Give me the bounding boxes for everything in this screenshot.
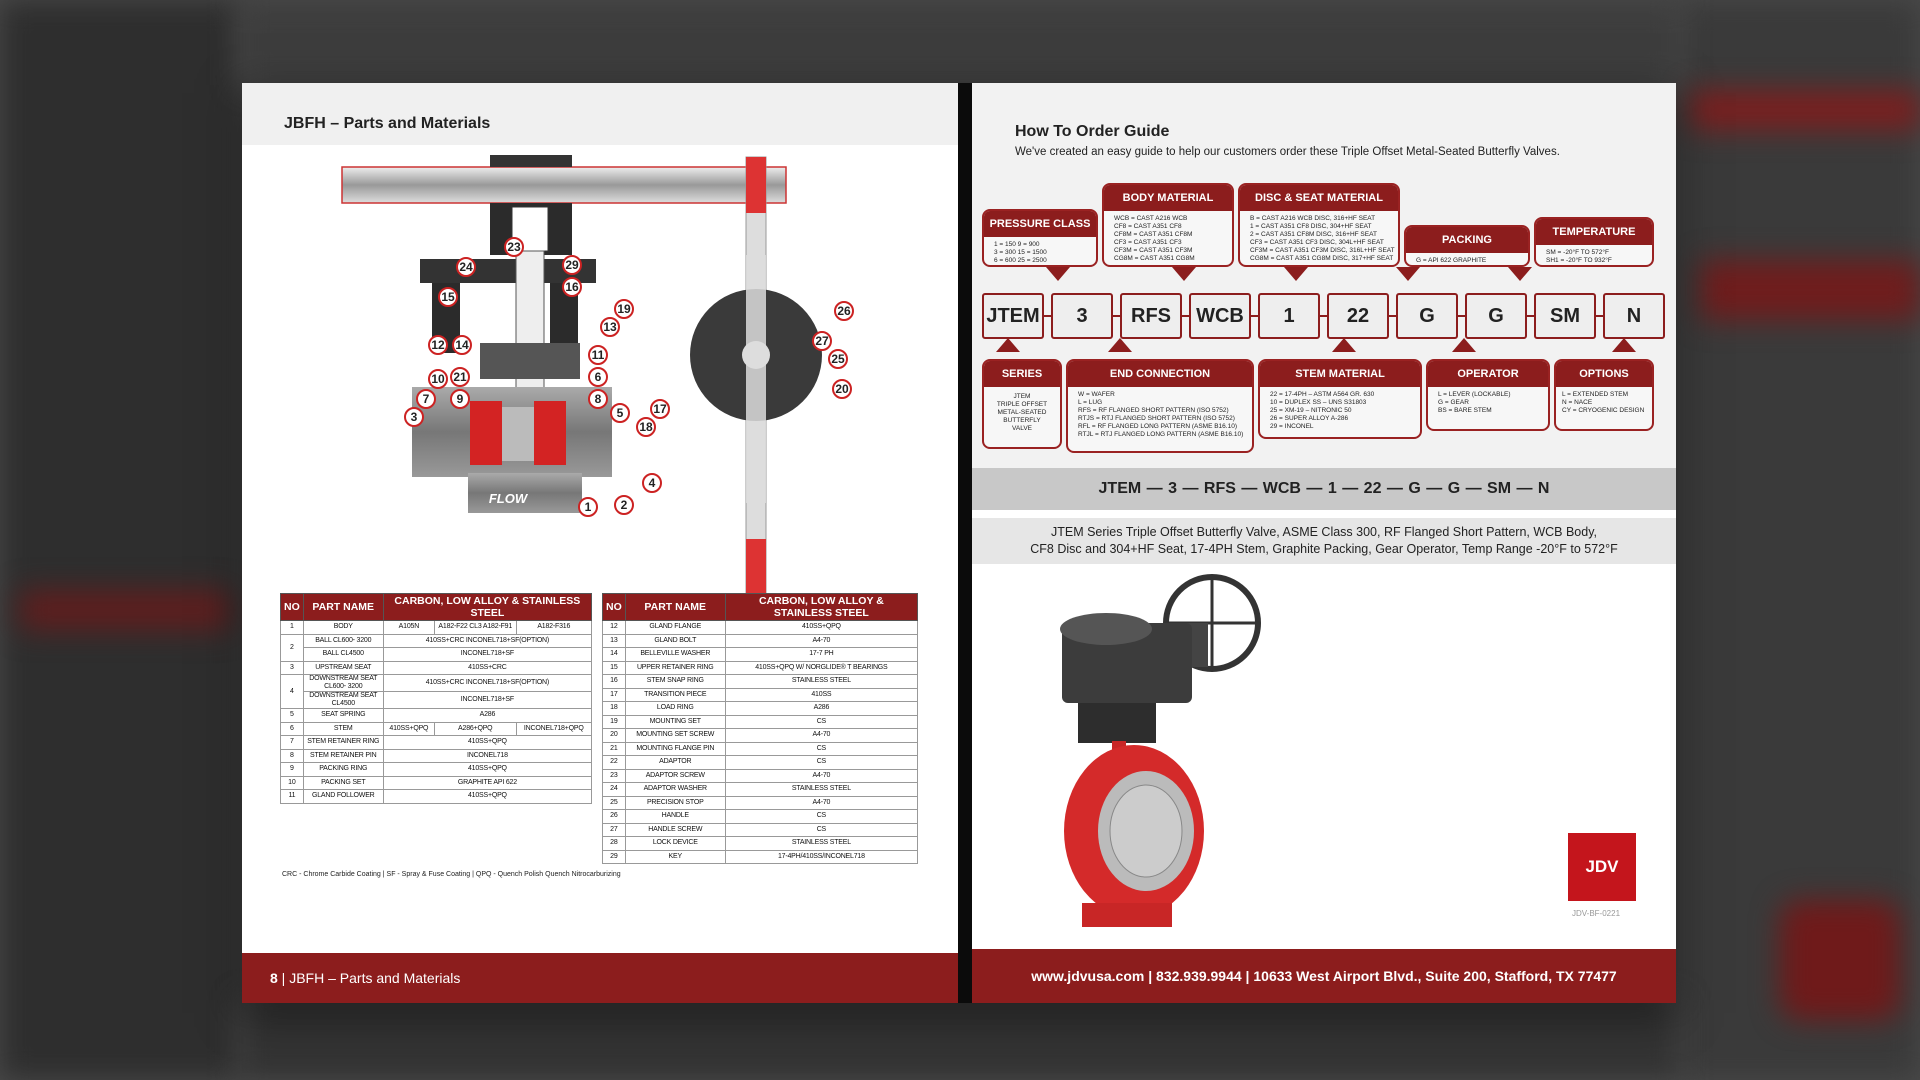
arrow-temp [1508, 267, 1532, 281]
col-material: CARBON, LOW ALLOY & STAINLESS STEEL [725, 594, 917, 621]
svg-text:4: 4 [648, 476, 656, 490]
col-no: NO [281, 594, 304, 621]
svg-text:7: 7 [422, 392, 430, 406]
table-row: 3 UPSTREAM SEAT 410SS+CRC [281, 661, 592, 675]
callout-15 [439, 288, 457, 306]
tab-options: OPTIONS L = EXTENDED STEM N = NACE CY = CRYOGENIC DESIGN [1554, 359, 1654, 431]
table-row: 22 ADAPTOR CS [603, 756, 918, 770]
code-box-9: N [1603, 293, 1665, 339]
callout-25 [829, 350, 847, 368]
contact-footer: www.jdvusa.com | 832.939.9944 | 10633 West Airport Blvd., Suite 200, Stafford, TX 77477 [972, 949, 1676, 1003]
col-part-name: PART NAME [625, 594, 725, 621]
parts-table-2 [602, 593, 918, 864]
callout-10 [429, 370, 447, 388]
callout-3 [405, 408, 423, 426]
arrow-end-connection [1108, 338, 1132, 352]
tab-series: SERIES JTEM TRIPLE OFFSET METAL-SEATED BUTTERFLY VALVE [982, 359, 1062, 449]
table-row: 9 PACKING RING 410SS+QPQ [281, 763, 592, 777]
callout-14 [453, 336, 471, 354]
tab-end-connection: END CONNECTION W = WAFER L = LUG RFS = RF FLANGED SHORT PATTERN (ISO 5752) RTJS = RTJ FLANGED SHORT PATTERN (ISO 5752) RFL = RF FLANGED LONG PATTERN (ASME B16.10) RTJL = RTJ FLANGED LONG PATTERN (ASME B16.10) [1066, 359, 1254, 453]
svg-text:26: 26 [837, 304, 851, 318]
col-part-name: PART NAME [303, 594, 383, 621]
svg-text:13: 13 [603, 320, 617, 334]
tab-operator: OPERATOR L = LEVER (LOCKABLE) G = GEAR BS = BARE STEM [1426, 359, 1550, 431]
svg-text:10: 10 [431, 372, 445, 386]
code-box-6: G [1396, 293, 1458, 339]
tab-temperature: TEMPERATURE SM = -20°F TO 572°F SH1 = -20°F TO 932°F [1534, 217, 1654, 267]
svg-text:12: 12 [431, 338, 445, 352]
code-box-8: SM [1534, 293, 1596, 339]
callout-1 [579, 498, 597, 516]
footer-title: JBFH – Parts and Materials [289, 970, 461, 986]
svg-text:8: 8 [594, 392, 602, 406]
tab-pressure-class: PRESSURE CLASS 1 = 150 9 = 900 3 = 300 15 = 1500 6 = 600 25 = 2500 [982, 209, 1098, 267]
code-box-1: 3 [1051, 293, 1113, 339]
svg-text:16: 16 [565, 280, 579, 294]
parts-table-1 [280, 593, 592, 804]
svg-text:29: 29 [565, 258, 579, 272]
callout-16 [563, 278, 581, 296]
table-row: 16 STEM SNAP RING STAINLESS STEEL [603, 675, 918, 689]
table-row: 18 LOAD RING A286 [603, 702, 918, 716]
callout-8 [589, 390, 607, 408]
svg-text:23: 23 [507, 240, 521, 254]
callout-9 [451, 390, 469, 408]
svg-text:17: 17 [653, 402, 667, 416]
callout-18 [637, 418, 655, 436]
left-page [242, 83, 958, 1003]
table-row: DOWNSTREAM SEAT CL4500 INCONEL718+SF [281, 692, 592, 709]
table-row: 5 SEAT SPRING A286 [281, 709, 592, 723]
butterfly-valve-image [1042, 563, 1282, 933]
document-code: JDV-BF-0221 [1572, 909, 1621, 918]
arrow-pressure [1046, 267, 1070, 281]
arrow-operator [1452, 338, 1476, 352]
table-row: 6 STEM 410SS+QPQ A286+QPQ INCONEL718+QPQ [281, 722, 592, 736]
callout-20 [833, 380, 851, 398]
svg-text:20: 20 [835, 382, 849, 396]
table-row: 26 HANDLE CS [603, 810, 918, 824]
callout-7 [417, 390, 435, 408]
code-box-0: JTEM [982, 293, 1044, 339]
table-row: 1 BODY A105N A182-F22 CL3 A182-F91 A182-F316 [281, 621, 592, 635]
code-box-7: G [1465, 293, 1527, 339]
col-material: CARBON, LOW ALLOY & STAINLESS STEEL [383, 594, 591, 621]
callout-23 [505, 238, 523, 256]
tab-stem-material: STEM MATERIAL 22 = 17-4PH – ASTM A564 GR. 630 10 = DUPLEX SS – UNS S31803 25 = XM-19 – NITRONIC 50 26 = SUPER ALLOY A-286 29 = INCONEL [1258, 359, 1422, 439]
svg-text:27: 27 [815, 334, 829, 348]
callout-11 [589, 346, 607, 364]
callout-29 [563, 256, 581, 274]
coating-footnote: CRC - Chrome Carbide Coating | SF - Spray & Fuse Coating | QPQ - Quench Polish Quench Nitrocarburizing [282, 871, 621, 878]
table-row: 2 BALL CL600- 3200 410SS+CRC INCONEL718+SF(OPTION) [281, 634, 592, 648]
table-row: 21 MOUNTING FLANGE PIN CS [603, 742, 918, 756]
svg-text:1: 1 [584, 500, 592, 514]
callout-26 [835, 302, 853, 320]
code-box-3: WCB [1189, 293, 1251, 339]
table-row: 29 KEY 17-4PH/410SS/INCONEL718 [603, 850, 918, 864]
callout-12 [429, 336, 447, 354]
book-spine [958, 83, 972, 1003]
callout-5 [611, 404, 629, 422]
arrow-disc [1284, 267, 1308, 281]
table-row: 12 GLAND FLANGE 410SS+QPQ [603, 621, 918, 635]
table-row: 7 STEM RETAINER RING 410SS+QPQ [281, 736, 592, 750]
callout-2 [615, 496, 633, 514]
table-row: 13 GLAND BOLT A4-70 [603, 634, 918, 648]
table-row: 4 DOWNSTREAM SEAT CL600- 3200 410SS+CRC INCONEL718+SF(OPTION) [281, 675, 592, 692]
arrow-options [1612, 338, 1636, 352]
svg-text:25: 25 [831, 352, 845, 366]
flow-label: FLOW [488, 491, 528, 506]
table-row: 20 MOUNTING SET SCREW A4-70 [603, 729, 918, 743]
callout-27 [813, 332, 831, 350]
code-box-4: 1 [1258, 293, 1320, 339]
callout-4 [643, 474, 661, 492]
left-page-title: JBFH – Parts and Materials [284, 115, 491, 132]
arrow-body [1172, 267, 1196, 281]
callout-21 [451, 368, 469, 386]
code-box-2: RFS [1120, 293, 1182, 339]
table-row: 24 ADAPTOR WASHER STAINLESS STEEL [603, 783, 918, 797]
table-row: 28 LOCK DEVICE STAINLESS STEEL [603, 837, 918, 851]
arrow-stem [1332, 338, 1356, 352]
handle-bar [342, 167, 786, 203]
svg-text:11: 11 [591, 348, 605, 362]
left-page-header [242, 83, 958, 145]
table-row: 25 PRECISION STOP A4-70 [603, 796, 918, 810]
jdv-logo: JDV [1568, 833, 1636, 901]
svg-text:14: 14 [455, 338, 469, 352]
arrow-packing [1396, 267, 1420, 281]
table-row: BALL CL4500 INCONEL718+SF [281, 648, 592, 662]
order-code-description: JTEM Series Triple Offset Butterfly Valve, ASME Class 300, RF Flanged Short Pattern, WCB Body, CF8 Disc and 304+HF Seat, 17-4PH Stem, Graphite Packing, Gear Operator, Temp Range -20°F to 572°F [972, 518, 1676, 564]
table-row: 10 PACKING SET GRAPHITE API 622 [281, 776, 592, 790]
callout-13 [601, 318, 619, 336]
svg-text:9: 9 [456, 392, 464, 406]
svg-text:19: 19 [617, 302, 631, 316]
svg-text:15: 15 [441, 290, 455, 304]
valve-exploded-diagram [282, 155, 922, 635]
page-number: 8 [270, 970, 278, 986]
tab-body-material: BODY MATERIAL WCB = CAST A216 WCB CF8 = CAST A351 CF8 CF8M = CAST A351 CF8M CF3 = CAST A351 CF3 CF3M = CAST A351 CF3M CG8M = CAST A351 CG8M [1102, 183, 1234, 267]
order-guide-title: How To Order Guide [1015, 123, 1170, 140]
left-page-footer: 8 | JBFH – Parts and Materials [242, 953, 958, 1003]
table-row: 8 STEM RETAINER PIN INCONEL718 [281, 749, 592, 763]
table-row: 15 UPPER RETAINER RING 410SS+QPQ W/ NORGLIDE® T BEARINGS [603, 661, 918, 675]
order-code-string: JTEM — 3 — RFS — WCB — 1 — 22 — G — G — SM — N [972, 468, 1676, 510]
svg-text:3: 3 [410, 410, 418, 424]
right-page [972, 83, 1676, 1003]
order-guide-subtitle: We've created an easy guide to help our customers order these Triple Offset Metal-Seated Butterfly Valves. [1015, 146, 1560, 158]
tab-disc-seat-material: DISC & SEAT MATERIAL B = CAST A216 WCB DISC, 316+HF SEAT 1 = CAST A351 CF8 DISC, 304+HF SEAT 2 = CAST A351 CF8M DISC, 316+HF SEAT CF3 = CAST A351 CF3 DISC, 304L+HF SEAT CF3M = CAST A351 CF3M DISC, 316L+HF SEAT CG8M = CAST A351 CG8M DISC, 317+HF SEAT [1238, 183, 1400, 267]
callout-6 [589, 368, 607, 386]
col-no: NO [603, 594, 626, 621]
table-row: 14 BELLEVILLE WASHER 17-7 PH [603, 648, 918, 662]
table-row: 23 ADAPTOR SCREW A4-70 [603, 769, 918, 783]
svg-text:5: 5 [616, 406, 624, 420]
arrow-series [996, 338, 1020, 352]
brochure-spread [242, 83, 1676, 1003]
table-row: 27 HANDLE SCREW CS [603, 823, 918, 837]
tab-packing: PACKING G = API 622 GRAPHITE [1404, 225, 1530, 267]
order-guide-panel [972, 83, 1676, 468]
svg-text:18: 18 [639, 420, 653, 434]
callout-17 [651, 400, 669, 418]
callout-24 [457, 258, 475, 276]
callout-19 [615, 300, 633, 318]
table-row: 11 GLAND FOLLOWER 410SS+QPQ [281, 790, 592, 804]
svg-text:21: 21 [453, 370, 467, 384]
table-row: 17 TRANSITION PIECE 410SS [603, 688, 918, 702]
svg-text:6: 6 [594, 370, 602, 384]
table-row: 19 MOUNTING SET CS [603, 715, 918, 729]
svg-text:2: 2 [620, 498, 628, 512]
svg-text:24: 24 [459, 260, 473, 274]
code-box-5: 22 [1327, 293, 1389, 339]
